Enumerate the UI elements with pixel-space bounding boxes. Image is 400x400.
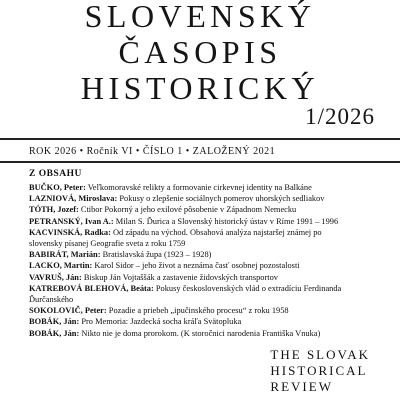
toc-article-title: Bratislavská župa (1923 – 1928) bbox=[100, 250, 212, 260]
meta-divider bbox=[0, 161, 400, 163]
toc-author: LAZNIOVÁ, Miroslava: bbox=[29, 194, 118, 204]
toc-article-title: Milan S. Ďurica a Slovenský historický ústav v Ríme 1991 – 1996 bbox=[113, 216, 339, 226]
toc-entry bbox=[29, 249, 379, 260]
toc-author: VAVRUŠ, Ján: bbox=[29, 272, 82, 282]
toc-entry bbox=[29, 328, 379, 339]
toc-article-title: Pokusy o zlepšenie sociálnych pomerov uhorských sedliakov bbox=[117, 194, 325, 204]
toc-author: SOKOLOVIČ, Peter: bbox=[29, 306, 107, 316]
toc-article-title: Pozadie a priebeh „ipučinského procesu“ z roku 1958 bbox=[106, 306, 289, 316]
toc-article-title-continued: Ďurčanského bbox=[29, 295, 74, 305]
title-line-1: SLOVENSKÝ bbox=[84, 0, 316, 34]
toc-author: KACVINSKÁ, Radka: bbox=[29, 227, 111, 237]
toc-entry bbox=[29, 204, 379, 215]
toc-entry bbox=[29, 227, 379, 249]
issue-number: 1/2026 bbox=[305, 104, 375, 129]
toc-author: KATREBOVÁ BLEHOVÁ, Beáta: bbox=[29, 283, 154, 293]
title-line-2: ČASOPIS bbox=[118, 34, 282, 70]
contents-heading: Z OBSAHU bbox=[29, 169, 82, 179]
toc-entry bbox=[29, 216, 379, 227]
toc-article-title: Biskup Ján Vojtaššák a zastavenie židovských transportov bbox=[81, 272, 278, 282]
english-subtitle bbox=[270, 347, 370, 395]
subtitle-line-1: THE SLOVAK bbox=[270, 347, 370, 362]
subtitle-line-2: HISTORICAL bbox=[270, 363, 368, 378]
issue-meta: ROK 2026 • Ročník VI • ČÍSLO 1 • ZALOŽENÝ 2021 bbox=[29, 146, 276, 157]
toc-article-title: Ctibor Pokorný a jeho exilové pôsobenie v Západnom Nemecku bbox=[78, 205, 297, 215]
table-of-contents bbox=[29, 182, 379, 339]
toc-article-title: Nikto nie je doma prorokom. (K storočnici narodenia Františka Vnuka) bbox=[79, 328, 321, 338]
toc-entry bbox=[29, 272, 379, 283]
title-line-3: HISTORICKÝ bbox=[80, 70, 320, 106]
toc-entry bbox=[29, 283, 379, 305]
journal-title bbox=[30, 0, 370, 106]
toc-author: TÓTH, Jozef: bbox=[29, 205, 79, 215]
toc-article-title: Pro Memoria: Jazdecká socha kráľa Svätopluka bbox=[79, 317, 242, 327]
toc-author: BABIRÁT, Marián: bbox=[29, 250, 101, 260]
toc-author: BUČKO, Peter: bbox=[29, 183, 86, 192]
toc-author: BOBÁK, Ján: bbox=[29, 328, 80, 338]
toc-author: BOBÁK, Ján: bbox=[29, 317, 80, 327]
subtitle-line-3: REVIEW bbox=[270, 379, 333, 394]
toc-article-title: Pokusy československých vlád o extradíciu Ferdinanda bbox=[153, 283, 342, 293]
toc-entry bbox=[29, 316, 379, 327]
toc-author: PETRANSKÝ, Ivan A.: bbox=[29, 216, 114, 226]
toc-author: LACKO, Martin: bbox=[29, 261, 93, 271]
toc-article-title: Karol Sidor – jeho život a neznáma časť osobnej pozostalosti bbox=[92, 261, 300, 271]
toc-article-title: Veľkomoravské relikty a formovanie cirkevnej identity na Balkáne bbox=[85, 183, 312, 192]
toc-article-title-continued: slovensky písanej Geografie sveta z roku 1759 bbox=[29, 239, 186, 249]
toc-entry bbox=[29, 305, 379, 316]
toc-entry bbox=[29, 260, 379, 271]
top-divider bbox=[0, 138, 400, 140]
toc-entry bbox=[29, 193, 379, 204]
toc-entry bbox=[29, 182, 379, 193]
toc-article-title: Od západu na východ. Obsahová analýza najstaršej známej po bbox=[110, 227, 322, 237]
